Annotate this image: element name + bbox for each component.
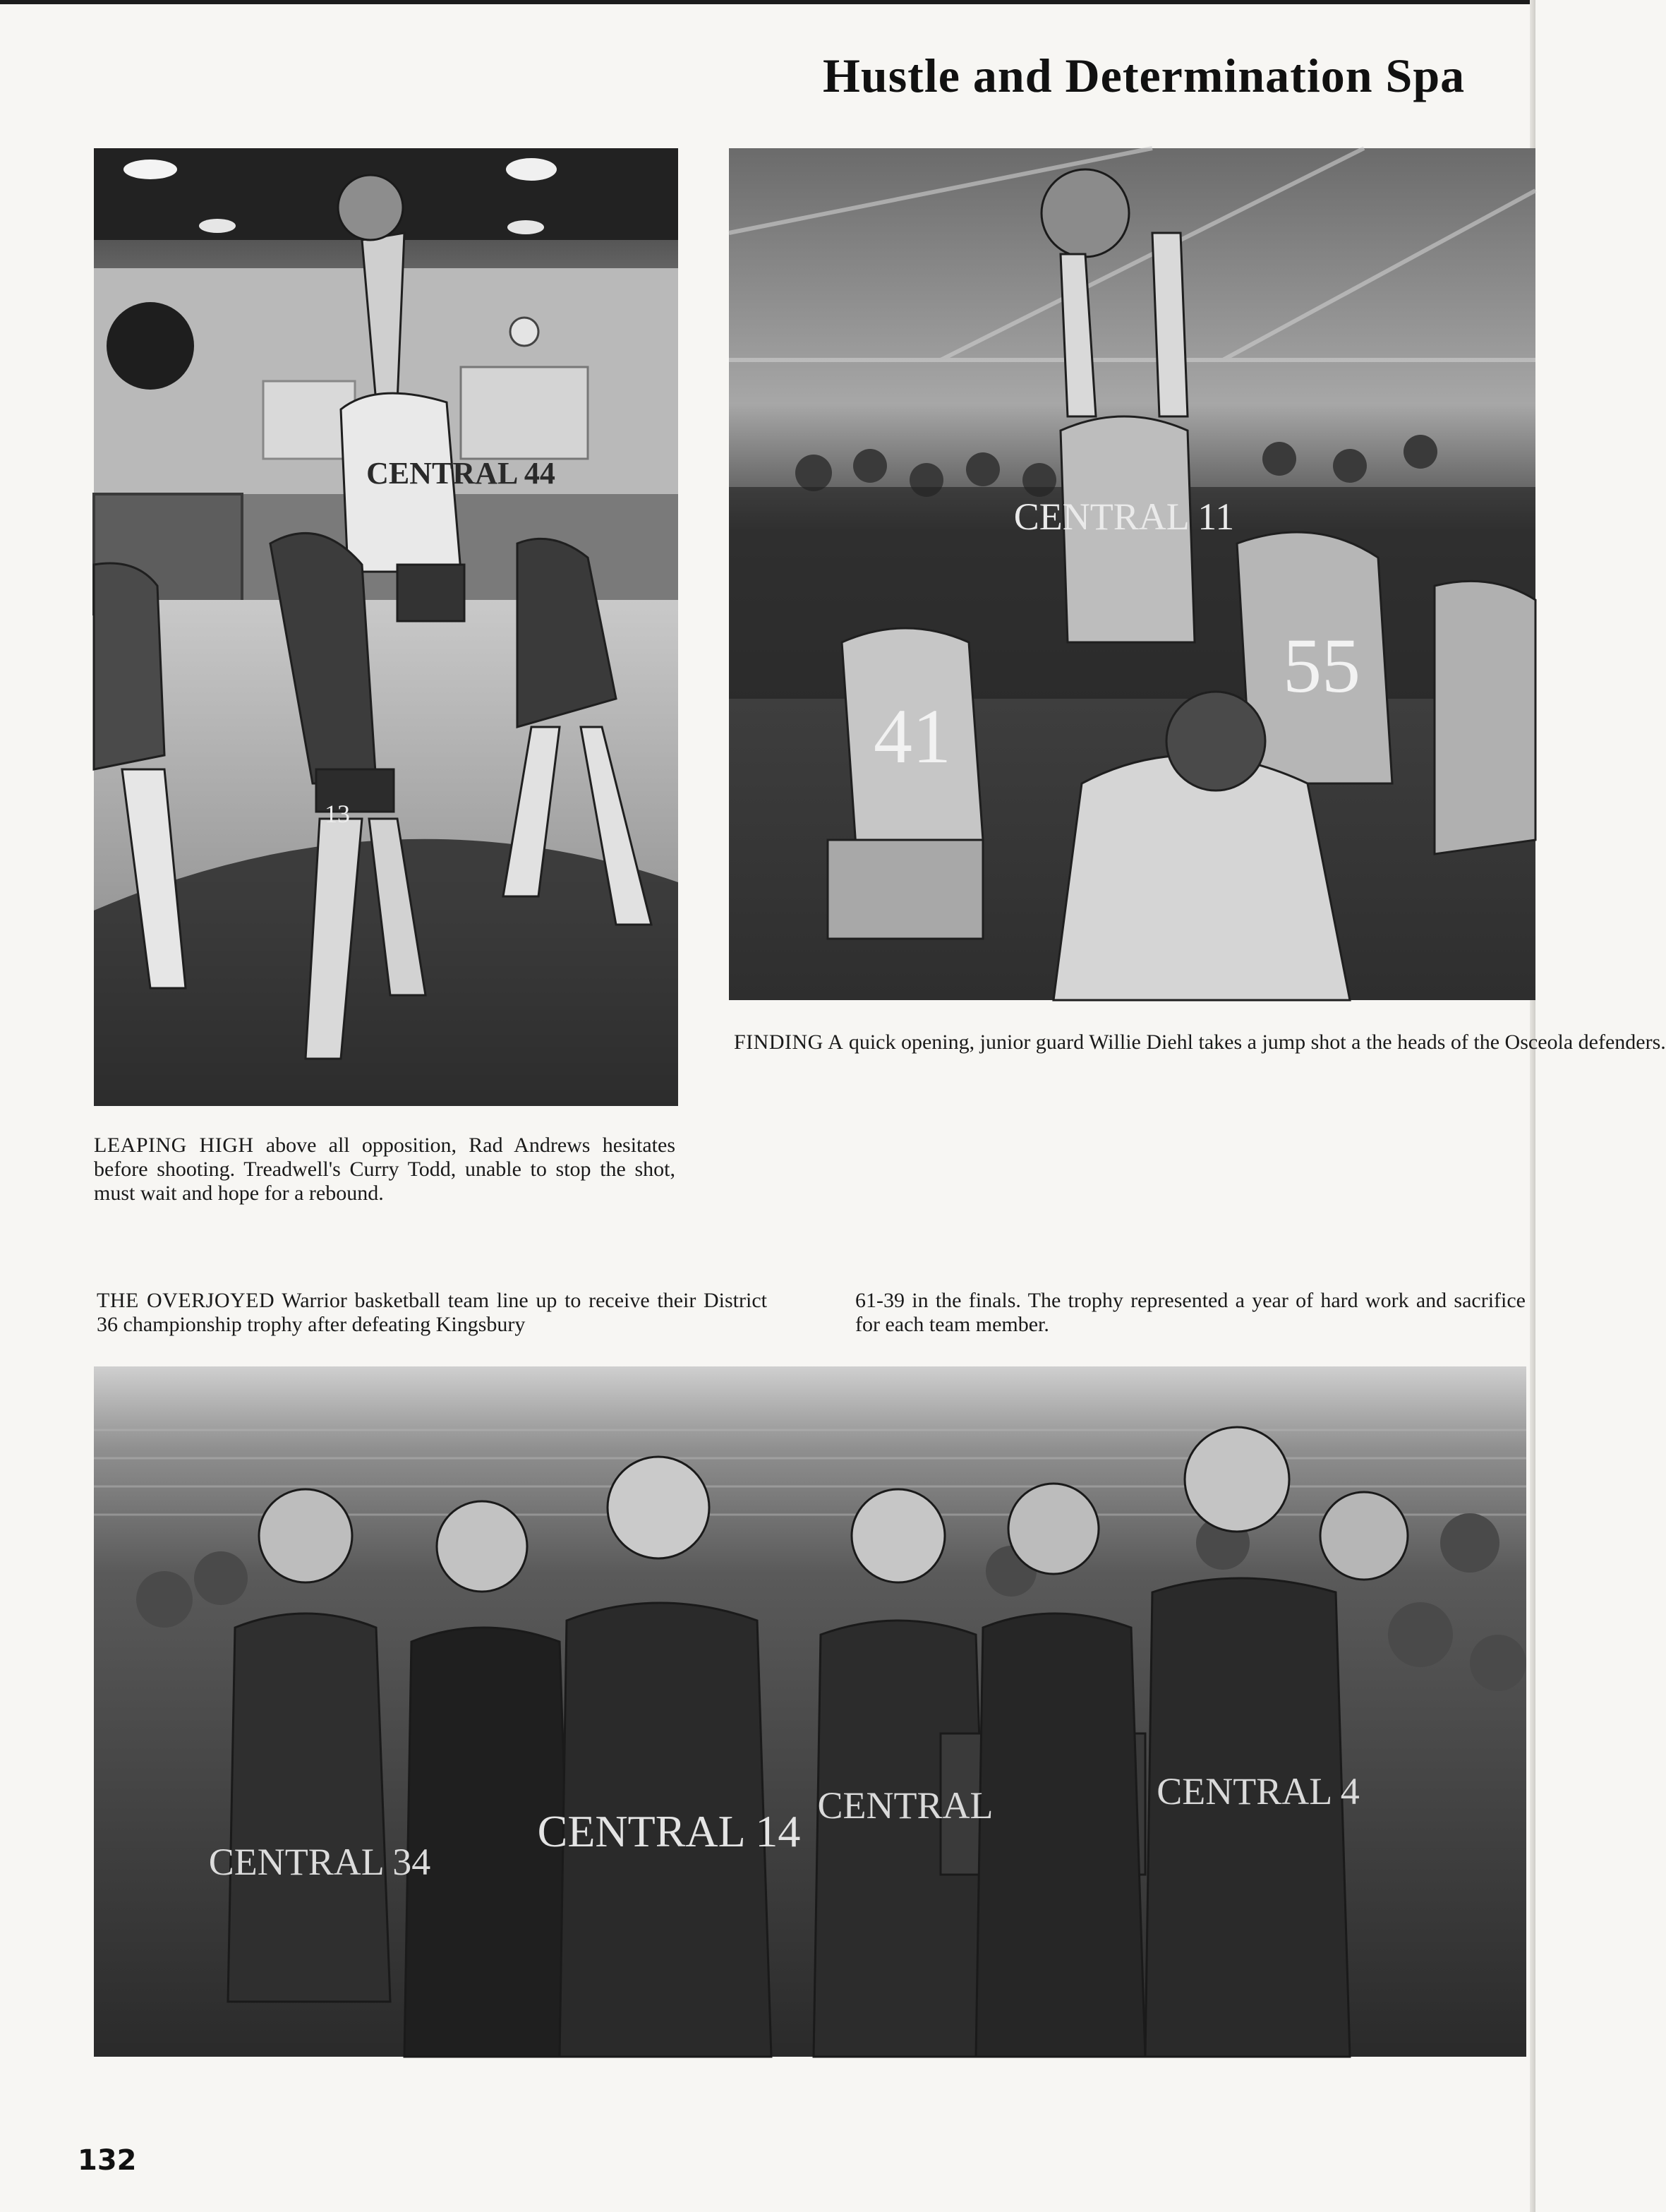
caption-overjoyed-left bbox=[97, 1289, 767, 1337]
page-number: 132 bbox=[78, 2144, 137, 2177]
caption-leaping-lead: LEAPING HIGH bbox=[94, 1134, 254, 1157]
caption-finding bbox=[734, 1030, 1666, 1054]
jersey-central-11: CENTRAL 11 bbox=[1013, 495, 1235, 538]
photo-finding-opening bbox=[729, 148, 1535, 1000]
caption-leaping-body: above all opposition, Rad Andrews hesitates before shooting. Treadwell's Curry Todd, unable to stop the shot, must wait and hope for a rebound. bbox=[94, 1134, 676, 1205]
caption-overjoyed-left-body: Warrior basketball team line up to receive their District 36 championship trophy after defeating Kingsbury bbox=[97, 1289, 767, 1336]
photo-team-trophy bbox=[94, 1366, 1526, 2057]
caption-overjoyed-right bbox=[855, 1289, 1526, 1337]
caption-finding-lead: FINDING A bbox=[734, 1030, 844, 1054]
jersey-41: 41 bbox=[874, 693, 951, 779]
caption-finding-body: quick opening, junior guard Willie Diehl takes a jump shot a the heads of the Osceola defenders. bbox=[843, 1030, 1666, 1054]
caption-leaping bbox=[94, 1134, 675, 1206]
caption-overjoyed-lead: THE OVERJOYED bbox=[97, 1289, 275, 1312]
jersey-central-14: CENTRAL 14 bbox=[537, 1806, 801, 1856]
caption-overjoyed-right-body: 61-39 in the finals. The trophy represented a year of hard work and sacrifice for each team member. bbox=[855, 1289, 1526, 1336]
jersey-13: 13 bbox=[325, 800, 350, 828]
page-top-edge bbox=[0, 0, 1535, 4]
jersey-central-4: CENTRAL 4 bbox=[1157, 1770, 1360, 1813]
page-headline: Hustle and Determination Spa bbox=[823, 49, 1466, 102]
jersey-central-34: CENTRAL 34 bbox=[208, 1841, 431, 1883]
photo-leaping-high bbox=[94, 148, 678, 1106]
jersey-55: 55 bbox=[1283, 623, 1360, 709]
jersey-central: CENTRAL bbox=[817, 1784, 994, 1827]
jersey-central-44: CENTRAL 44 bbox=[366, 456, 555, 491]
